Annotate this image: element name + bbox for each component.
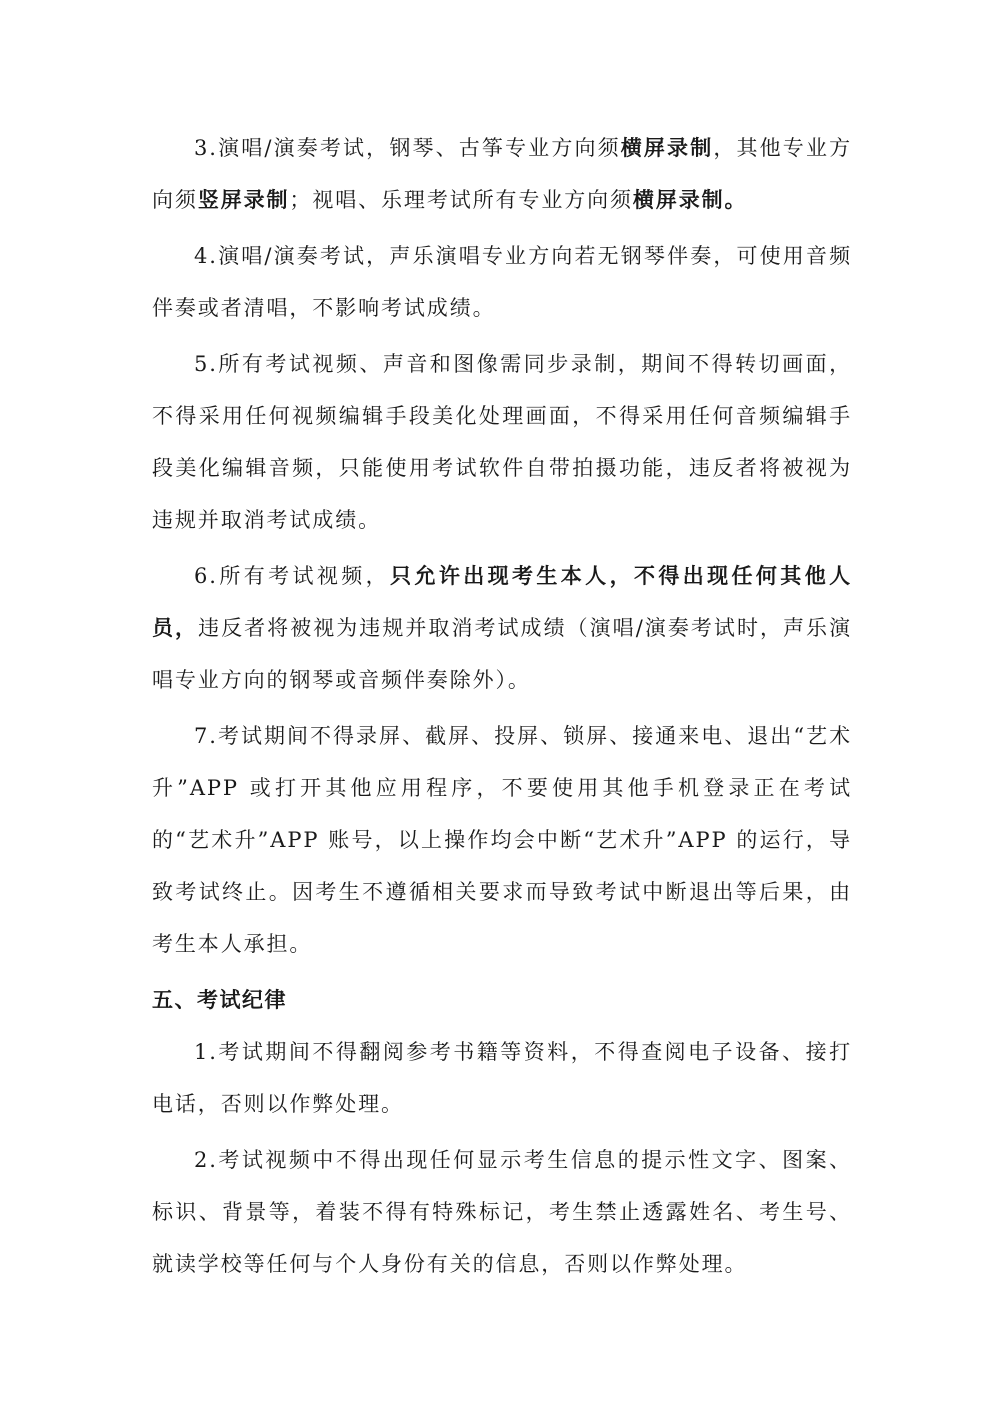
section-5-heading: 五、考试纪律 <box>152 988 287 1012</box>
rule-5-paragraph: 5.所有考试视频、声音和图像需同步录制，期间不得转切画面，不得采用任何视频编辑手段美化处理画面，不得采用任何音频编辑手段美化编辑音频，只能使用考试软件自带拍摄功能，违反者将被视为违规并取消考试成绩。 <box>152 352 852 532</box>
rule-6-bold: 只允许出现考生本人，不得出现任何其他人员， <box>152 564 852 640</box>
document-body <box>152 122 852 1294</box>
rule-3-text-a: 3.演唱/演奏考试，钢琴、古筝专业方向须 <box>194 136 621 160</box>
rule-6-text-b: 违反者将被视为违规并取消考试成绩（演唱/演奏考试时，声乐演唱专业方向的钢琴或音频伴奏除外）。 <box>152 616 852 692</box>
rule-3-bold-landscape: 横屏录制 <box>620 136 714 160</box>
rule-3-text-c: ；视唱、乐理考试所有专业方向须 <box>289 188 633 212</box>
rule-3-bold-portrait: 竖屏录制 <box>197 188 290 212</box>
discipline-1-paragraph: 1.考试期间不得翻阅参考书籍等资料，不得查阅电子设备、接打电话，否则以作弊处理。 <box>152 1040 852 1116</box>
rule-3-text-b: ，其他专业方向须 <box>152 136 852 212</box>
rule-6-text-a: 6.所有考试视频， <box>194 564 391 588</box>
discipline-2-paragraph: 2.考试视频中不得出现任何显示考生信息的提示性文字、图案、标识、背景等，着装不得有特殊标记，考生禁止透露姓名、考生号、就读学校等任何与个人身份有关的信息，否则以作弊处理。 <box>152 1148 852 1276</box>
rule-3-bold-landscape-2: 横屏录制。 <box>632 188 748 212</box>
rule-4-paragraph: 4.演唱/演奏考试，声乐演唱专业方向若无钢琴伴奏，可使用音频伴奏或者清唱，不影响考试成绩。 <box>152 244 852 320</box>
rule-7-paragraph: 7.考试期间不得录屏、截屏、投屏、锁屏、接通来电、退出“艺术升”APP 或打开其他应用程序，不要使用其他手机登录正在考试的“艺术升”APP 账号，以上操作均会中断“艺术升”APP 的运行，导致考试终止。因考生不遵循相关要求而导致考试中断退出等后果，由考生本人承担。 <box>152 724 852 956</box>
rule-3-paragraph <box>152 122 852 226</box>
rule-6-paragraph <box>152 550 852 706</box>
